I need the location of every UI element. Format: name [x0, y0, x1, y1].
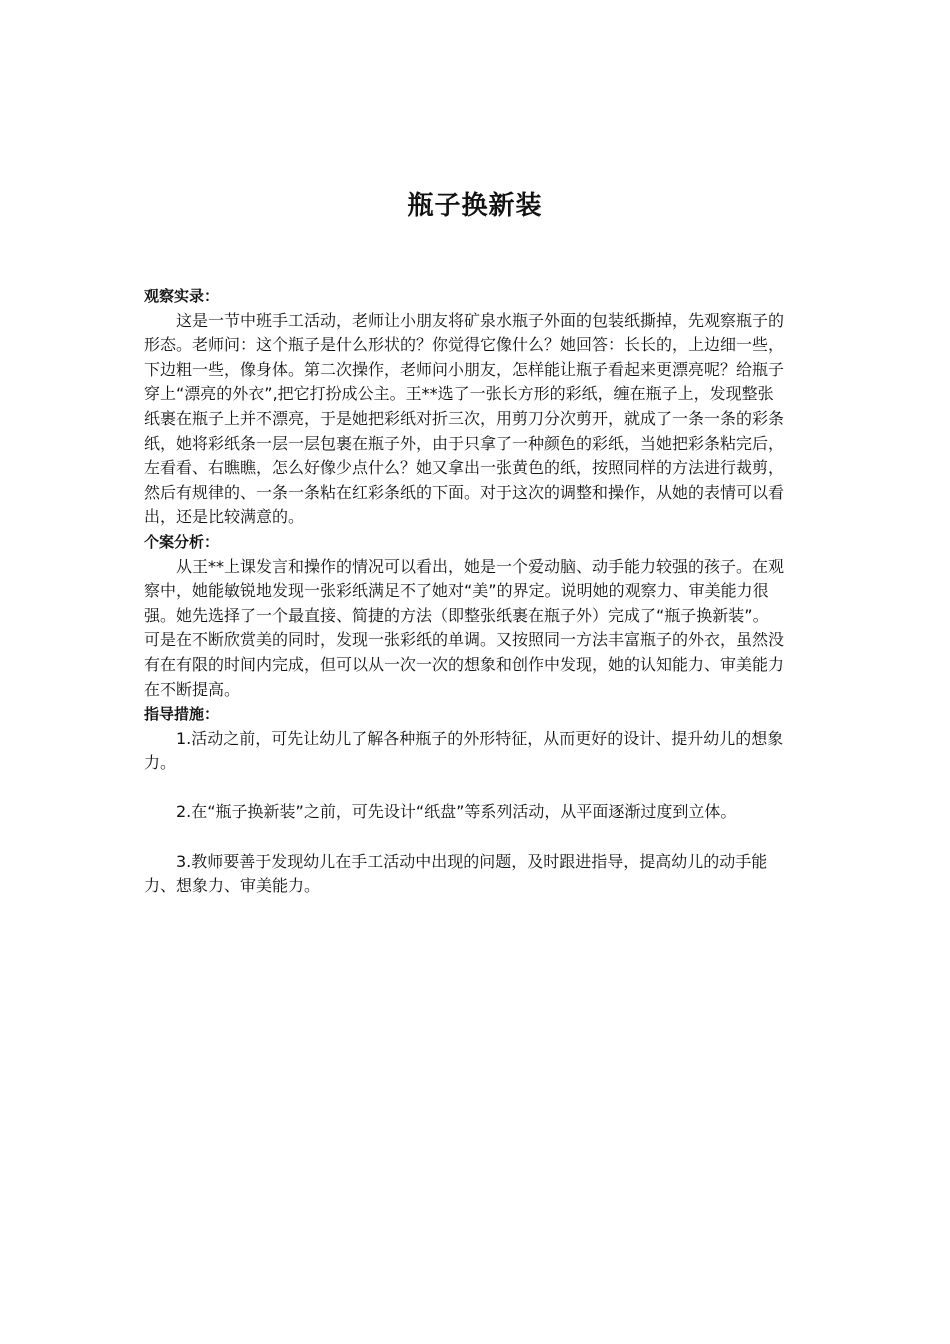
document-body: [144, 284, 784, 899]
analysis-paragraph: 从王**上课发言和操作的情况可以看出，她是一个爱动脑、动手能力较强的孩子。在观察中，她能敏锐地发现一张彩纸满足不了她对“美”的界定。说明她的观察力、审美能力很强。她先选择了一个最直接、简捷的方法（即整张纸裹在瓶子外）完成了“瓶子换新装”。可是在不断欣赏美的同时，发现一张彩纸的单调。又按照同一方法丰富瓶子的外衣，虽然没有在有限的时间内完成，但可以从一次一次的想象和创作中发现，她的认知能力、审美能力在不断提高。: [144, 556, 785, 699]
guidance-item-3: 3.教师要善于发现幼儿在手工活动中出现的问题，及时跟进指导，提高幼儿的动手能力、想象力、审美能力。: [144, 851, 768, 896]
spacer: [144, 825, 784, 850]
observation-heading: 观察实录：: [144, 287, 220, 305]
guidance-item-2: 2.在“瓶子换新装”之前，可先设计“纸盘”等系列活动，从平面逐渐过度到立体。: [176, 802, 737, 822]
analysis-heading: 个案分析：: [144, 532, 220, 551]
guidance-item-1: 1.活动之前，可先让幼儿了解各种瓶子的外形特征，从而更好的设计、提升幼儿的想象力。: [144, 728, 784, 773]
spacer: [144, 776, 784, 801]
observation-paragraph: 这是一节中班手工活动，老师让小朋友将矿泉水瓶子外面的包装纸撕掉，先观察瓶子的形态。老师问：这个瓶子是什么形状的？你觉得它像什么？她回答：长长的，上边细一些，下边粗一些，像身体。第二次操作，老师问小朋友，怎样能让瓶子看起来更漂亮呢？给瓶子穿上“漂亮的外衣”,把它打扮成公主。王**选了一张长方形的彩纸，缠在瓶子上，发现整张纸裹在瓶子上并不漂亮，于是她把彩纸对折三次，用剪刀分次剪开，就成了一条一条的彩条纸，她将彩纸条一层一层包裹在瓶子外，由于只拿了一种颜色的彩纸，当她把彩条粘完后，左看看、右瞧瞧，怎么好像少点什么？她又拿出一张黄色的纸，按照同样的方法进行裁剪，然后有规律的、一条一条粘在红彩条纸的下面。对于这次的调整和操作，从她的表情可以看出，还是比较满意的。: [144, 310, 785, 527]
page-title: 瓶子换新装: [407, 191, 543, 221]
guidance-heading: 指导措施：: [144, 705, 220, 724]
